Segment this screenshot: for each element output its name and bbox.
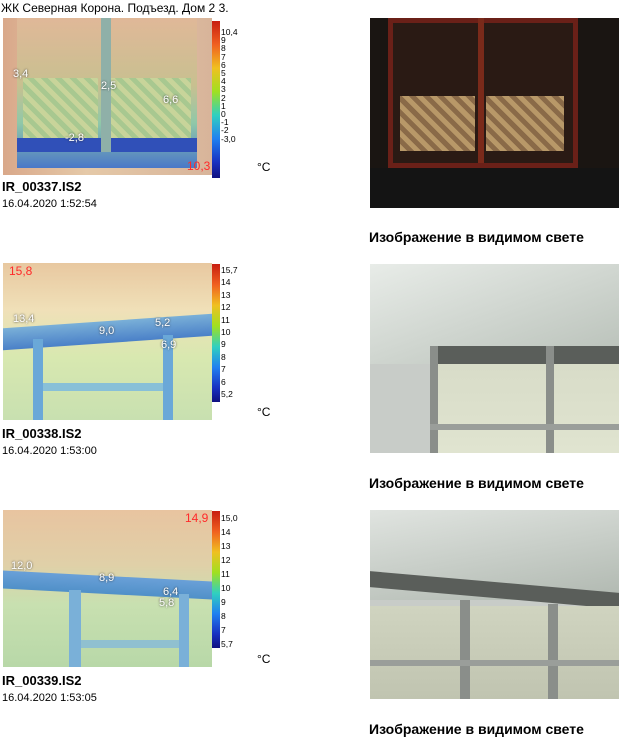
temp-marker: 5,2	[155, 317, 171, 329]
page-title: ЖК Северная Корона. Подъезд. Дом 2 3.	[1, 1, 229, 15]
temp-marker: 6,6	[163, 94, 179, 106]
file-name: IR_00338.IS2	[2, 426, 82, 441]
visible-photo-3	[370, 510, 619, 699]
temp-marker: -2,8	[65, 132, 84, 144]
file-datetime: 16.04.2020 1:53:05	[2, 692, 97, 704]
degree-unit: °C	[257, 652, 271, 666]
max-reading: 10,3	[187, 159, 211, 173]
thermal-image-1	[3, 18, 212, 175]
temp-marker: 12,0	[11, 560, 33, 572]
visible-photo-1	[370, 18, 619, 208]
temperature-scale-ticks: 15,0 14 13 12 11 10 9 8 7 5,7	[221, 513, 238, 649]
thermal-image-3	[3, 510, 212, 667]
max-reading: 15,8	[9, 264, 33, 278]
temperature-scale-bar	[212, 264, 220, 402]
temp-marker: 3,4	[13, 68, 29, 80]
temp-marker: 8,9	[99, 572, 115, 584]
visible-photo-2	[370, 264, 619, 453]
visible-photo-caption: Изображение в видимом свете	[369, 721, 584, 737]
temperature-scale-ticks: 10,4 9 8 7 6 5 4 3 2 1 0 -1 -2 -3,0	[221, 27, 238, 144]
temp-marker: 6,9	[161, 339, 177, 351]
visible-photo-caption: Изображение в видимом свете	[369, 475, 584, 491]
temp-marker: 13,4	[13, 313, 35, 325]
visible-photo-caption: Изображение в видимом свете	[369, 229, 584, 245]
file-datetime: 16.04.2020 1:52:54	[2, 198, 97, 210]
file-datetime: 16.04.2020 1:53:00	[2, 445, 97, 457]
temperature-scale-ticks: 15,7 14 13 12 11 10 9 8 7 6 5,2	[221, 265, 238, 400]
max-reading: 14,9	[185, 511, 209, 525]
temp-marker: 5,8	[159, 597, 175, 609]
temperature-scale-bar	[212, 511, 220, 648]
temperature-scale-bar	[212, 21, 220, 178]
degree-unit: °C	[257, 160, 271, 174]
temp-marker: 2,5	[101, 80, 117, 92]
degree-unit: °C	[257, 405, 271, 419]
file-name: IR_00339.IS2	[2, 673, 82, 688]
thermal-image-2	[3, 263, 212, 420]
file-name: IR_00337.IS2	[2, 179, 82, 194]
temp-marker: 6,4	[163, 586, 179, 598]
temp-marker: 9,0	[99, 325, 115, 337]
